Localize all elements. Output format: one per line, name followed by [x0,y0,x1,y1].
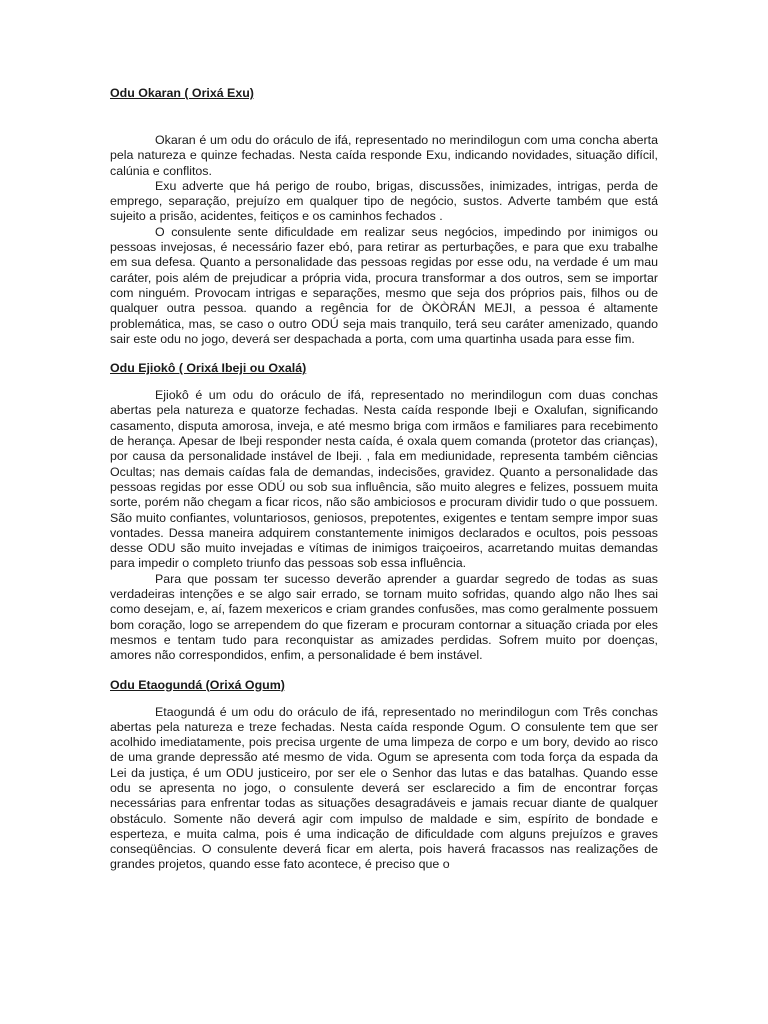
section-heading: Odu Etaogundá (Orixá Ogum) [110,677,285,692]
paragraph: Para que possam ter sucesso deverão aprender a guardar segredo de todas as suas verdadeiras intenções e se algo sair errado, se tornam muito sofridas, quando algo não lhes sai como desejam, e, aí, fazem mexericos e criam grandes confusões, mas como geralmente possuem bom coração, logo se arrependem do que fizeram e procuram contornar a situação criada por eles mesmos e tentam tudo para reconquistar as amizades perdidas. Sofrem muito por doenças, amores não correspondidos, enfim, a personalidade é bem instável. [110,571,658,663]
paragraph: Exu adverte que há perigo de roubo, brigas, discussões, inimizades, intrigas, perda de emprego, separação, prejuízo em qualquer tipo de negócio, sustos. Adverte também que está sujeito a prisão, acidentes, feitiços e os caminhos fechados . [110,178,658,224]
section-ejioko [110,361,658,663]
section-etaogunda [110,678,658,873]
document-body [110,86,658,873]
section-heading: Odu Okaran ( Orixá Exu) [110,86,254,100]
section-okaran [110,86,658,347]
section-heading: Odu Ejiokô ( Orixá Ibeji ou Oxalá) [110,361,307,376]
paragraph: Ejiokô é um odu do oráculo de ifá, representado no merindilogun com duas conchas abertas pela natureza e quatorze fechadas. Nesta caída responde Ibeji e Oxalufan, significando casamento, disputa amorosa, inveja, e até mesmo briga com irmãos e familiares para recebimento de herança. Apesar de Ibeji responder nesta caída, é oxala quem comanda (protetor das crianças), por causa da personalidade instável de Ibeji. , fala em mediunidade, representa também ciências Ocultas; nas demais caídas fala de demandas, indecisões, gravidez. Quanto a personalidade das pessoas regidas por esse ODÚ ou sob sua influência, são muito alegres e felizes, possuem muita sorte, porém não chegam a ficar ricos, não são ambiciosos e procuram dividir tudo o que possuem. São muito confiantes, voluntariosos, geniosos, prepotentes, exigentes e tentam sempre impor suas vontades. Dessa maneira adquirem constantemente inimigos declarados e ocultos, pois pessoas desse ODU são muito invejadas e vítimas de inimigos traiçoeiros, acarretando muitas demandas para impedir o completo triunfo das pessoas sob essa influência. [110,388,658,571]
paragraph: Etaogundá é um odu do oráculo de ifá, representado no merindilogun com Três conchas abertas pela natureza e treze fechadas. Nesta caída responde Ogum. O consulente tem que ser acolhido imediatamente, pois precisa urgente de uma limpeza de corpo e um bory, devido ao risco de uma grande depressão até mesmo de vida. Ogum se apresenta com toda força da espada da Lei da justiça, é um ODU justiceiro, por ser ele o Senhor das lutas e das batalhas. Quando esse odu se apresenta no jogo, o consulente deverá ser esclarecido a fim de encontrar forças necessárias para enfrentar todas as situações desagradáveis e jamais recuar diante de qualquer obstáculo. Somente não deverá agir com impulso de maldade e sim, espírito de bondade e esperteza, e muita calma, pois é uma indicação de dificuldade com alguns prejuízos e graves conseqüências. O consulente deverá ficar em alerta, pois haverá fracassos nas realizações de grandes projetos, quando esse fato acontece, é preciso que o [110,704,658,872]
paragraph: O consulente sente dificuldade em realizar seus negócios, impedindo por inimigos ou pessoas invejosas, é necessário fazer ebó, para retirar as perturbações, e para que exu trabalhe em sua defesa. Quanto a personalidade das pessoas regidas por esse odu, na verdade é um mau caráter, pois além de prejudicar a própria vida, procura transformar a dos outros, sem se importar com ninguém. Provocam intrigas e separações, mesmo que seja dos próprios pais, filhos ou de qualquer outra pessoa. quando a regência for de ÒKÒRÁN MEJI, a pessoa é altamente problemática, mas, se caso o outro ODÚ seja mais tranquilo, terá seu caráter amenizado, quando sair este odu no jogo, deverá ser despachada a porta, com uma quartinha usada para esse fim. [110,224,658,346]
paragraph: Okaran é um odu do oráculo de ifá, representado no merindilogun com uma concha aberta pela natureza e quinze fechadas. Nesta caída responde Exu, indicando novidades, situação difícil, calúnia e conflitos. [110,133,658,178]
